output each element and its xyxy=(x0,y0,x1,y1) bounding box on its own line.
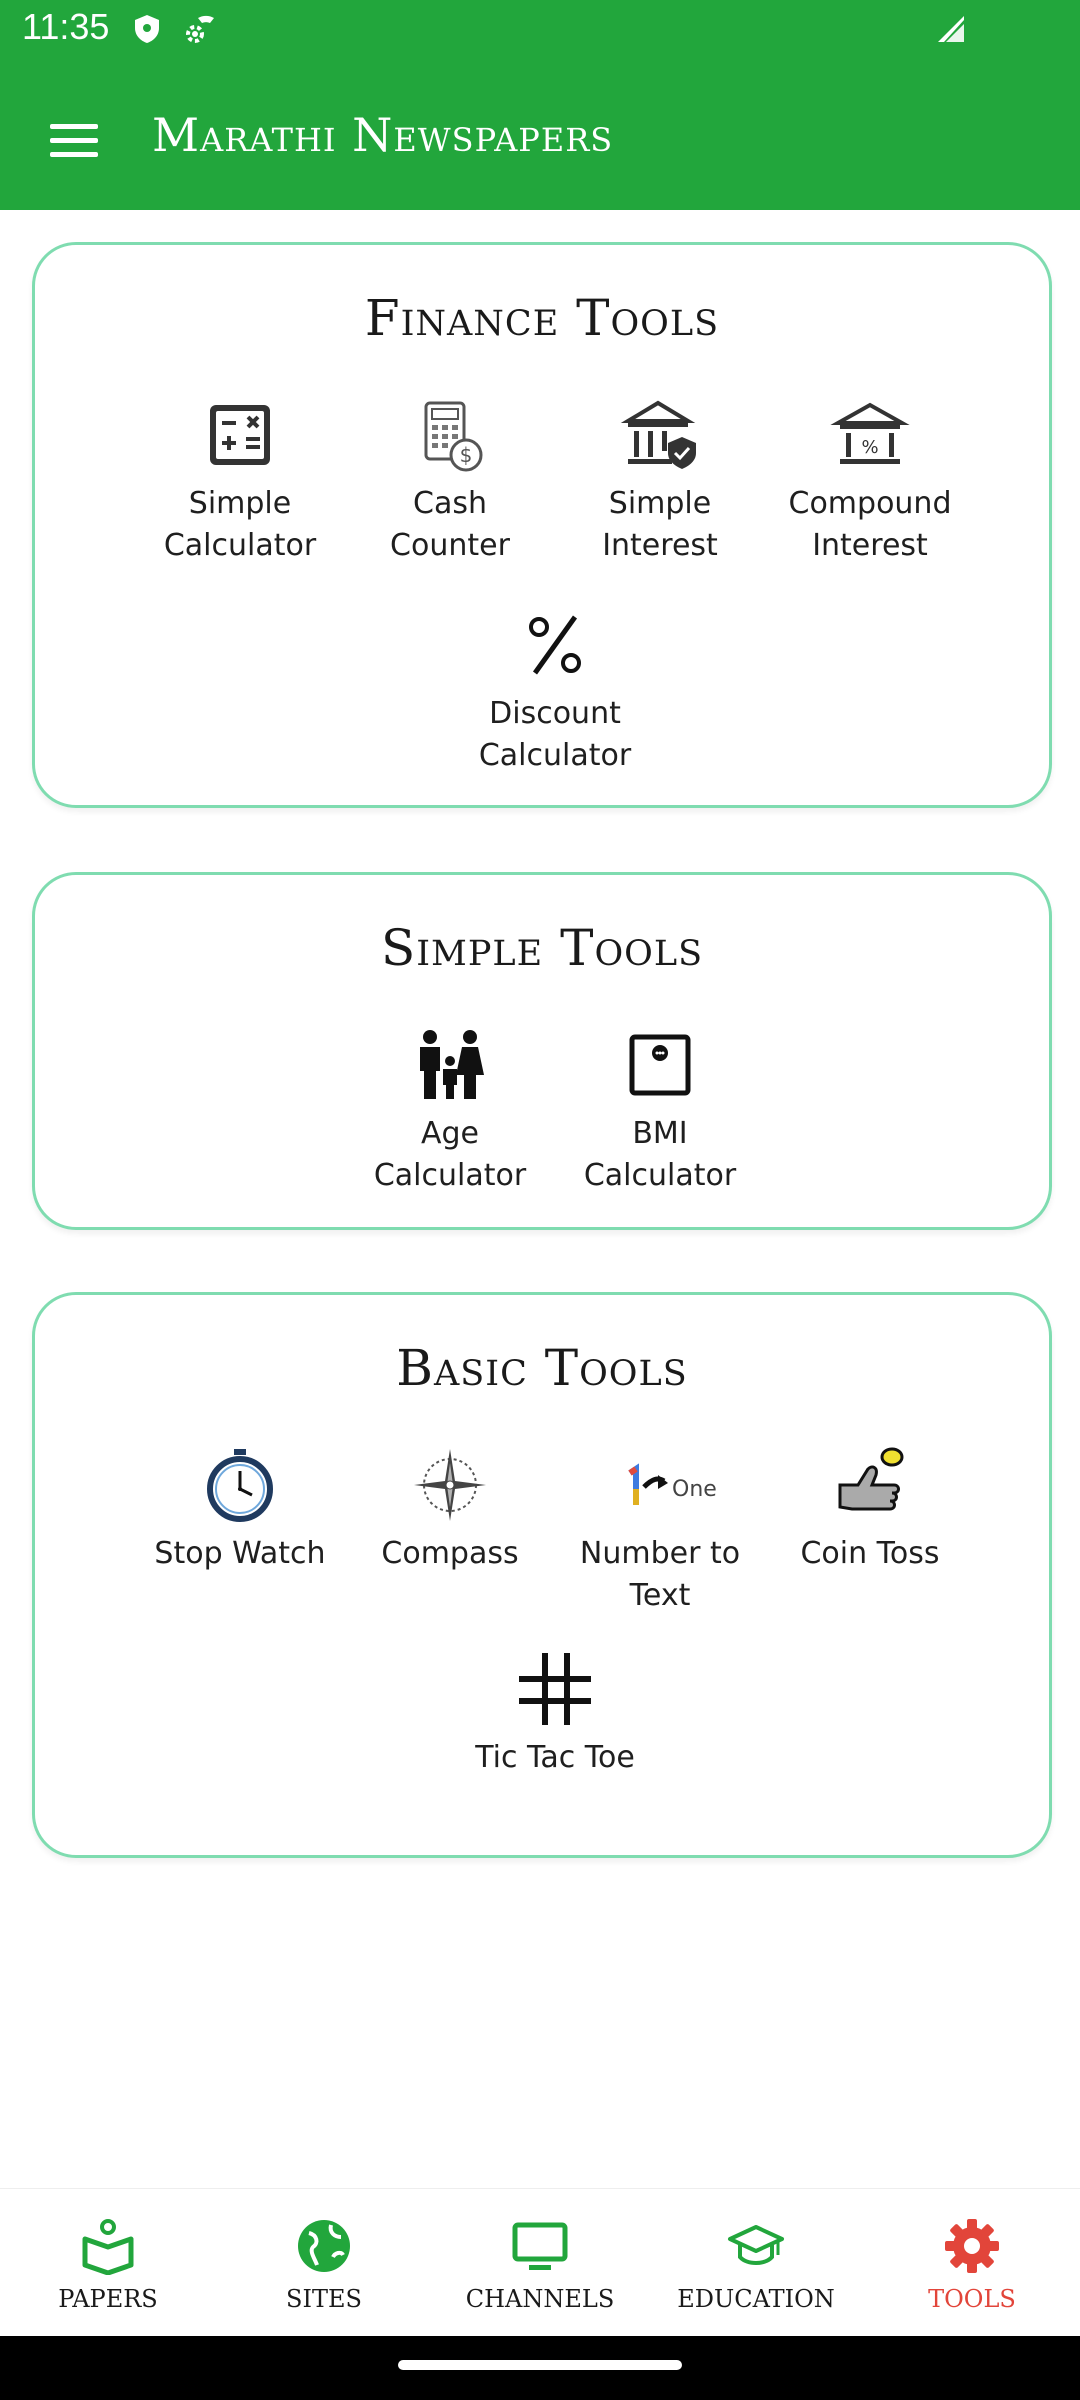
section-title: Finance Tools xyxy=(364,289,720,347)
nav-sites[interactable] xyxy=(216,2189,432,2337)
globe-icon xyxy=(295,2217,353,2275)
shield-icon xyxy=(130,12,164,46)
family-icon xyxy=(408,1023,492,1107)
tool-label: Number to Text xyxy=(579,1536,741,1613)
signal-icon xyxy=(934,12,968,46)
section-title: Simple Tools xyxy=(380,919,704,977)
tool-coin-toss[interactable] xyxy=(765,1443,975,1575)
tool-tic-tac-toe[interactable] xyxy=(450,1647,660,1779)
nav-papers[interactable] xyxy=(0,2189,216,2337)
cash-counter-icon xyxy=(408,393,492,477)
menu-button[interactable] xyxy=(32,112,116,168)
tool-discount-calculator[interactable] xyxy=(450,603,660,777)
tool-label: Simple Interest xyxy=(602,486,718,563)
status-time: 11:35 xyxy=(22,6,110,47)
wifi-settings-icon xyxy=(184,12,218,46)
tool-cash-counter[interactable] xyxy=(345,393,555,567)
tv-icon xyxy=(511,2217,569,2275)
coin-toss-icon xyxy=(828,1443,912,1527)
tool-compound-interest[interactable] xyxy=(765,393,975,567)
tool-compass[interactable] xyxy=(345,1443,555,1575)
nav-label: EDUCATION xyxy=(677,2285,835,2313)
graduation-cap-icon xyxy=(727,2217,785,2275)
tool-label: Discount Calculator xyxy=(478,696,632,773)
finance-tools-card xyxy=(32,242,1052,808)
tool-label: Tic Tac Toe xyxy=(475,1740,635,1775)
nav-label: PAPERS xyxy=(58,2285,158,2313)
compass-icon xyxy=(408,1443,492,1527)
nav-label: CHANNELS xyxy=(465,2285,615,2313)
simple-tools-card xyxy=(32,872,1052,1230)
bank-percent-icon xyxy=(828,393,912,477)
number-to-text-icon xyxy=(580,1443,740,1527)
tool-label: Age Calculator xyxy=(373,1116,527,1193)
tool-simple-interest[interactable] xyxy=(555,393,765,567)
tool-simple-calculator[interactable] xyxy=(135,393,345,567)
number-to-text-icon-text: One xyxy=(672,1477,717,1502)
stopwatch-icon xyxy=(198,1443,282,1527)
tool-label: Compound Interest xyxy=(788,486,952,563)
tool-age-calculator[interactable] xyxy=(345,1023,555,1197)
basic-tools-card xyxy=(32,1292,1052,1858)
svg-text:$: $ xyxy=(459,443,473,467)
bank-shield-icon xyxy=(618,393,702,477)
tool-label: Compass xyxy=(381,1536,519,1571)
tool-label: Stop Watch xyxy=(154,1536,326,1571)
hash-icon xyxy=(513,1647,597,1731)
percent-icon xyxy=(513,603,597,687)
tool-bmi-calculator[interactable] xyxy=(555,1023,765,1197)
tool-label: Cash Counter xyxy=(390,486,510,563)
status-bar xyxy=(0,0,1080,64)
nav-channels[interactable] xyxy=(432,2189,648,2337)
app-bar xyxy=(0,64,1080,210)
open-book-icon xyxy=(79,2217,137,2275)
nav-label: TOOLS xyxy=(928,2285,1016,2313)
tool-label: BMI Calculator xyxy=(583,1116,737,1193)
home-indicator[interactable] xyxy=(398,2360,682,2370)
calculator-icon xyxy=(198,393,282,477)
tool-label: Coin Toss xyxy=(800,1536,940,1571)
nav-label: SITES xyxy=(286,2285,362,2313)
tool-number-to-text[interactable] xyxy=(555,1443,765,1617)
top-bar xyxy=(0,0,1080,210)
nav-tools[interactable] xyxy=(864,2189,1080,2337)
tool-label: Simple Calculator xyxy=(163,486,317,563)
svg-text:%: % xyxy=(861,437,879,458)
scale-icon xyxy=(618,1023,702,1107)
nav-education[interactable] xyxy=(648,2189,864,2337)
bottom-navigation xyxy=(0,2188,1080,2337)
section-title: Basic Tools xyxy=(396,1339,688,1397)
tool-stop-watch[interactable] xyxy=(135,1443,345,1575)
app-title: Marathi Newspapers xyxy=(152,108,614,162)
gear-icon xyxy=(943,2217,1001,2275)
